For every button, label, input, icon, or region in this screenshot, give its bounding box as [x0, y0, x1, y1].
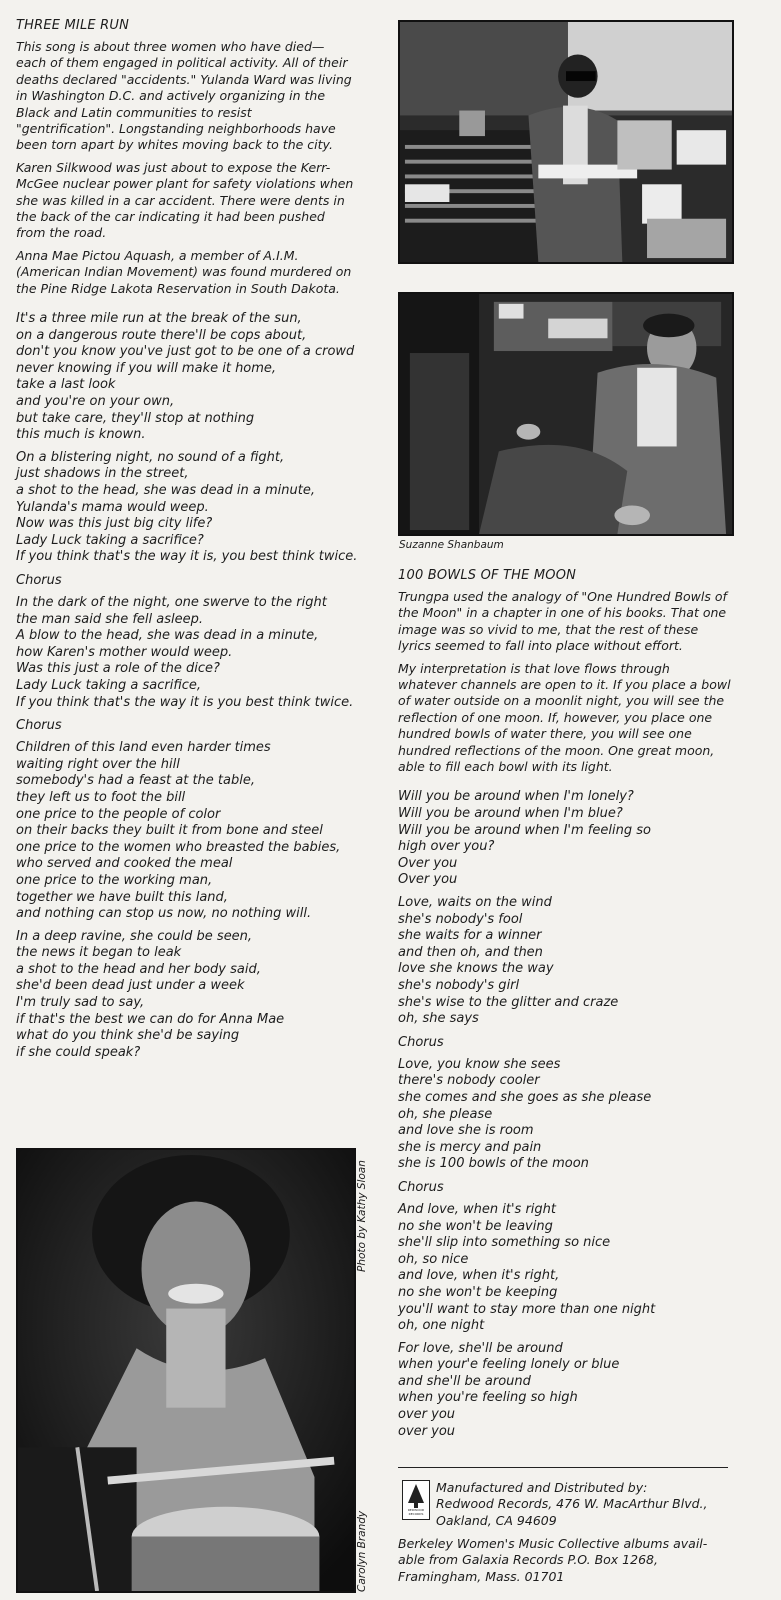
text-line: no she won't be keeping [398, 1284, 558, 1300]
text-line: what do you think she'd be saying [16, 1028, 240, 1044]
text-line: never knowing if you will make it home, [16, 360, 277, 376]
text-line: this much is known. [16, 427, 146, 443]
verse [16, 449, 358, 566]
text-line: oh, she says [398, 1011, 479, 1027]
text-line: one price to the working man, [16, 872, 213, 888]
text-line: Was this just a role of the dice? [16, 661, 220, 677]
text-line: Will you be around when I'm feeling so [398, 822, 651, 838]
verse [398, 1341, 732, 1441]
chorus-label: Chorus [16, 573, 62, 588]
intro-paragraph: Trungpa used the analogy of "One Hundred Bowls of the Moon" in a chapter in one of his books. That one image was so vivid to me, that the rest of these lyrics seemed to fall into place without effort. [398, 589, 727, 654]
galaxia-notice [398, 1536, 732, 1585]
text-line: Now was this just big city life? [16, 516, 213, 532]
text-line: if that's the best we can do for Anna Mae [16, 1011, 285, 1027]
photo-carolyn-brandy [16, 1148, 356, 1593]
text-line: one price to the people of color [16, 806, 221, 822]
text-line: she'll slip into something so nice [398, 1235, 611, 1251]
text-line: If you think that's the way it is you best think twice. [16, 694, 354, 710]
text-line: but take care, they'll stop at nothing [16, 410, 255, 426]
text-line: Lady Luck taking a sacrifice? [16, 532, 204, 548]
text-line: Oakland, CA 94609 [436, 1512, 557, 1528]
photo-image [400, 294, 732, 534]
photo-credit: Photo by Kathy Sloan [356, 1160, 368, 1272]
text-line: you'll want to stay more than one night [398, 1301, 656, 1317]
verse [398, 1202, 732, 1335]
text-line: A blow to the head, she was dead in a minute, [16, 628, 319, 644]
text-line: Love, you know she sees [398, 1056, 561, 1072]
text-line: she's nobody's fool [398, 911, 523, 927]
text-line: Over you [398, 855, 458, 871]
text-line: If you think that's the way it is, you best think twice. [16, 549, 358, 565]
intro-paragraph: Karen Silkwood was just about to expose the Kerr-McGee nuclear power plant for safety violations when she was killed in a car accident. There were dents in the back of the car indicating it had been pushed from the road. [16, 159, 354, 241]
footer-divider [398, 1467, 728, 1468]
photo-studio-console [398, 20, 734, 264]
text-line: oh, one night [398, 1318, 485, 1334]
text-line: when your'e feeling lonely or blue [398, 1357, 620, 1373]
verse [16, 311, 354, 444]
text-line: when you're feeling so high [398, 1390, 578, 1406]
text-line: Children of this land even harder times [16, 740, 271, 756]
text-line: and you're on your own, [16, 394, 175, 410]
text-line: Manufactured and Distributed by: [436, 1480, 648, 1495]
text-line: Lady Luck taking a sacrifice, [16, 677, 202, 693]
text-line: on their backs they built it from bone and steel [16, 823, 323, 839]
text-line: don't you know you've just got to be one of a crowd [16, 344, 355, 360]
chorus-label: Chorus [398, 1034, 444, 1050]
text-line: In the dark of the night, one swerve to the right [16, 595, 327, 610]
text-line: she'd been dead just under a week [16, 978, 245, 994]
verse [398, 895, 732, 1028]
redwood-records-logo [402, 1480, 430, 1520]
text-line: she's wise to the glitter and craze [398, 994, 619, 1010]
text-line: how Karen's mother would weep. [16, 644, 233, 660]
text-line: waiting right over the hill [16, 756, 180, 772]
text-line: Yulanda's mama would weep. [16, 499, 209, 515]
text-line: who served and cooked the meal [16, 856, 233, 872]
verse [16, 740, 354, 923]
text-line: and then oh, and then [398, 944, 543, 960]
text-line: able from Galaxia Records P.O. Box 1268, [398, 1552, 658, 1568]
text-line: And love, when it's right [398, 1201, 557, 1217]
text-line: over you [398, 1423, 456, 1439]
text-line: love she knows the way [398, 961, 554, 977]
text-line: just shadows in the street, [16, 466, 189, 482]
text-line: Over you [398, 872, 458, 888]
photo-image [400, 22, 732, 262]
verse [16, 595, 354, 711]
text-line: there's nobody cooler [398, 1073, 540, 1089]
song-title: THREE MILE RUN [16, 18, 130, 33]
text-line: and love she is room [398, 1123, 534, 1139]
text-line: a shot to the head, she was dead in a minute, [16, 483, 315, 499]
text-line: oh, so nice [398, 1251, 469, 1267]
photo-suzanne-shanbaum [398, 292, 734, 536]
text-line: high over you? [398, 839, 495, 855]
text-line: if she could speak? [16, 1044, 141, 1060]
text-line: and she'll be around [398, 1373, 531, 1389]
intro-paragraph: My interpretation is that love flows through whatever channels are open to it. If you place a bowl of water outside on a moonlit night, you will see the reflection of one moon. If, however, you place one hundred bowls of water there, you will see one hundred reflections of the moon. One great moon, able to fill each bowl with its light. [398, 660, 731, 775]
text-line: I'm truly sad to say, [16, 995, 145, 1011]
text-line: and love, when it's right, [398, 1268, 560, 1284]
logo-text: REDWOOD RECORDS [407, 1508, 425, 1516]
text-line: take a last look [16, 377, 116, 393]
text-line: On a blistering night, no sound of a fight, [16, 449, 285, 465]
verse [398, 1057, 732, 1173]
photo-caption: Suzanne Shanbaum [399, 539, 504, 551]
text-line: somebody's had a feast at the table, [16, 773, 255, 789]
text-line: they left us to foot the bill [16, 789, 186, 805]
text-line: over you [398, 1407, 456, 1423]
text-line: she is mercy and pain [398, 1139, 542, 1155]
text-line: she waits for a winner [398, 928, 542, 944]
intro-paragraph: Anna Mae Pictou Aquash, a member of A.I.M. (American Indian Movement) was found murdered on the Pine Ridge Lakota Reservation in South Dakota. [16, 247, 352, 296]
text-line: In a deep ravine, she could be seen, [16, 928, 253, 944]
text-line: Will you be around when I'm blue? [398, 806, 623, 822]
chorus-label: Chorus [16, 718, 62, 734]
text-line: the man said she fell asleep. [16, 611, 204, 627]
three-mile-run-section [16, 0, 358, 1067]
text-line: she is 100 bowls of the moon [398, 1156, 589, 1172]
text-line: and nothing can stop us now, no nothing will. [16, 906, 312, 922]
hundred-bowls-section [398, 550, 732, 1446]
text-line: no she won't be leaving [398, 1218, 553, 1234]
text-line: Framingham, Mass. 01701 [398, 1568, 565, 1584]
text-line: the news it began to leak [16, 945, 182, 961]
manufactured-by [436, 1480, 736, 1529]
chorus-label: Chorus [398, 1179, 444, 1195]
text-line: It's a three mile run at the break of the sun, [16, 311, 302, 327]
text-line: Berkeley Women's Music Collective albums avail- [398, 1536, 708, 1551]
photo-caption: Carolyn Brandy [356, 1510, 368, 1592]
text-line: Redwood Records, 476 W. MacArthur Blvd., [436, 1496, 708, 1512]
text-line: Will you be around when I'm lonely? [398, 789, 634, 805]
text-line: she's nobody's girl [398, 978, 520, 993]
text-line: For love, she'll be around [398, 1340, 563, 1356]
text-line: together we have built this land, [16, 889, 228, 905]
intro-paragraph: This song is about three women who have died—each of them engaged in political activity. All of their deaths declared "accidents." Yulanda Ward was living in Washington D.C. and actively organizing in the Black and Latin communities to resist "gentrification". Longstanding neighborhoods have been torn apart by whites moving back to the city. [16, 39, 352, 153]
photo-image [18, 1150, 354, 1591]
text-line: on a dangerous route there'll be cops about, [16, 327, 307, 343]
text-line: oh, she please [398, 1106, 493, 1122]
verse [16, 929, 354, 1062]
verse [398, 789, 732, 889]
text-line: a shot to the head and her body said, [16, 961, 261, 977]
text-line: one price to the women who breasted the babies, [16, 839, 341, 855]
text-line: she comes and she goes as she please [398, 1089, 652, 1105]
text-line: Love, waits on the wind [398, 895, 552, 911]
song-title: 100 BOWLS OF THE MOON [398, 568, 577, 583]
